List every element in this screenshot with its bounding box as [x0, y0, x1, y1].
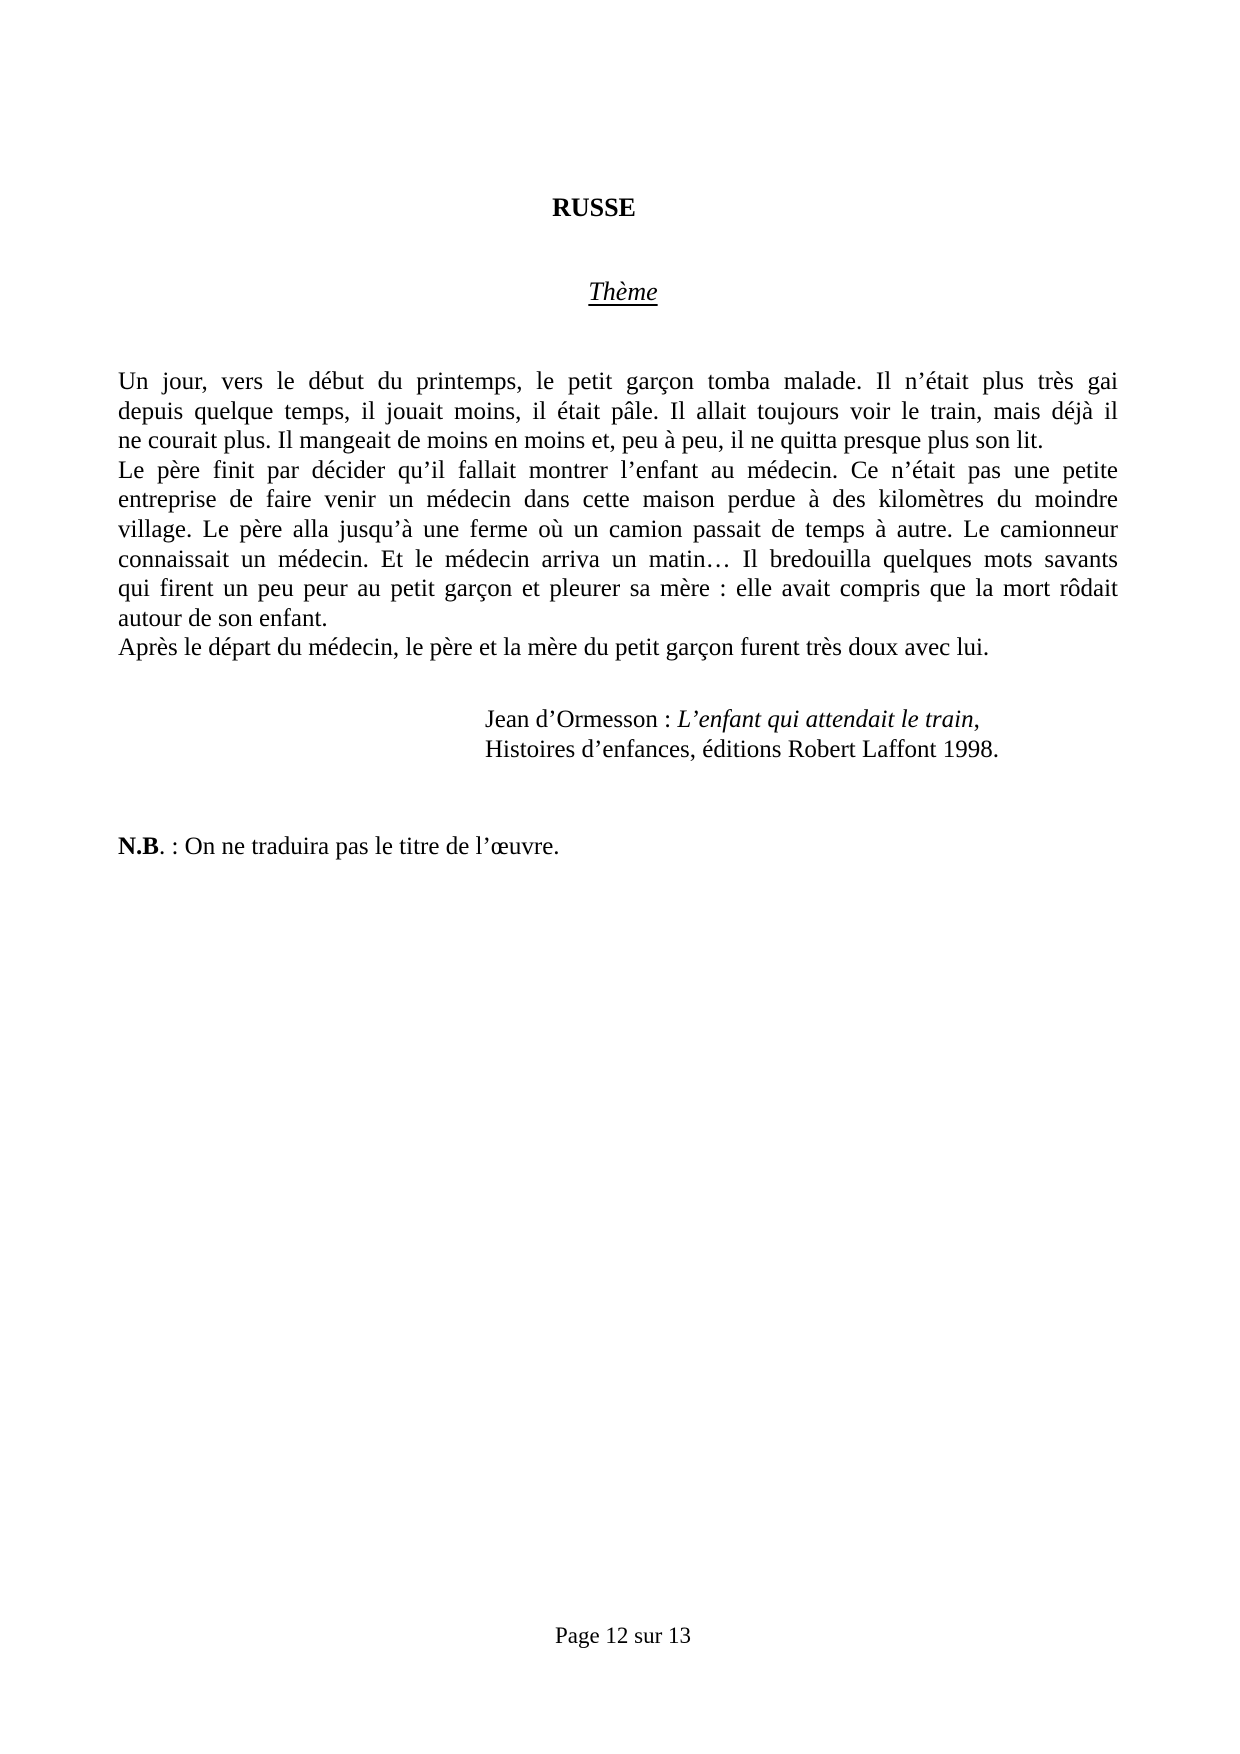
- translation-note: [118, 832, 560, 862]
- citation-author-line: [485, 705, 999, 735]
- paragraph-line: Après le départ du médecin, le père et la mère du petit garçon furent très doux avec lui.: [118, 634, 990, 662]
- body-paragraph: [118, 367, 1118, 663]
- citation-punctuation: ,: [973, 706, 980, 733]
- note-label: N.B: [118, 833, 159, 860]
- paragraph-line: autour de son enfant.: [118, 604, 328, 632]
- paragraph-line: depuis quelque temps, il jouait moins, il était pâle. Il allait toujours voir le train, mais déjà il: [118, 397, 1118, 425]
- page-number: Page 12 sur 13: [554, 1623, 692, 1648]
- paragraph-line: Un jour, vers le début du printemps, le petit garçon tomba malade. Il n’était plus très gai: [118, 368, 1118, 395]
- paragraph-line: qui firent un peu peur au petit garçon et pleurer sa mère : elle avait compris que la mort rôdait: [118, 575, 1118, 603]
- paragraph-line: ne courait plus. Il mangeait de moins en moins et, peu à peu, il ne quitta presque plus son lit.: [118, 427, 1044, 455]
- citation-source: Histoires d’enfances, éditions Robert Laffont 1998.: [485, 736, 1000, 763]
- citation-author: Jean d’Ormesson :: [485, 706, 678, 733]
- paragraph-line: entreprise de faire venir un médecin dans cette maison perdue à des kilomètres du moindre: [118, 486, 1118, 514]
- paragraph-line: village. Le père alla jusqu’à une ferme où un camion passait de temps à autre. Le camionneur: [118, 515, 1118, 543]
- note-text: . : On ne traduira pas le titre de l’œuvre.: [158, 833, 560, 860]
- paragraph-line: connaissait un médecin. Et le médecin arriva un matin… Il bredouilla quelques mots savants: [118, 545, 1118, 573]
- paragraph-line: Le père finit par décider qu’il fallait montrer l’enfant au médecin. Ce n’était pas une petite: [118, 456, 1118, 484]
- citation: [485, 705, 999, 765]
- section-title: Thème: [588, 277, 658, 306]
- citation-work-title: L’enfant qui attendait le train: [677, 706, 974, 733]
- page-title: RUSSE: [552, 193, 636, 222]
